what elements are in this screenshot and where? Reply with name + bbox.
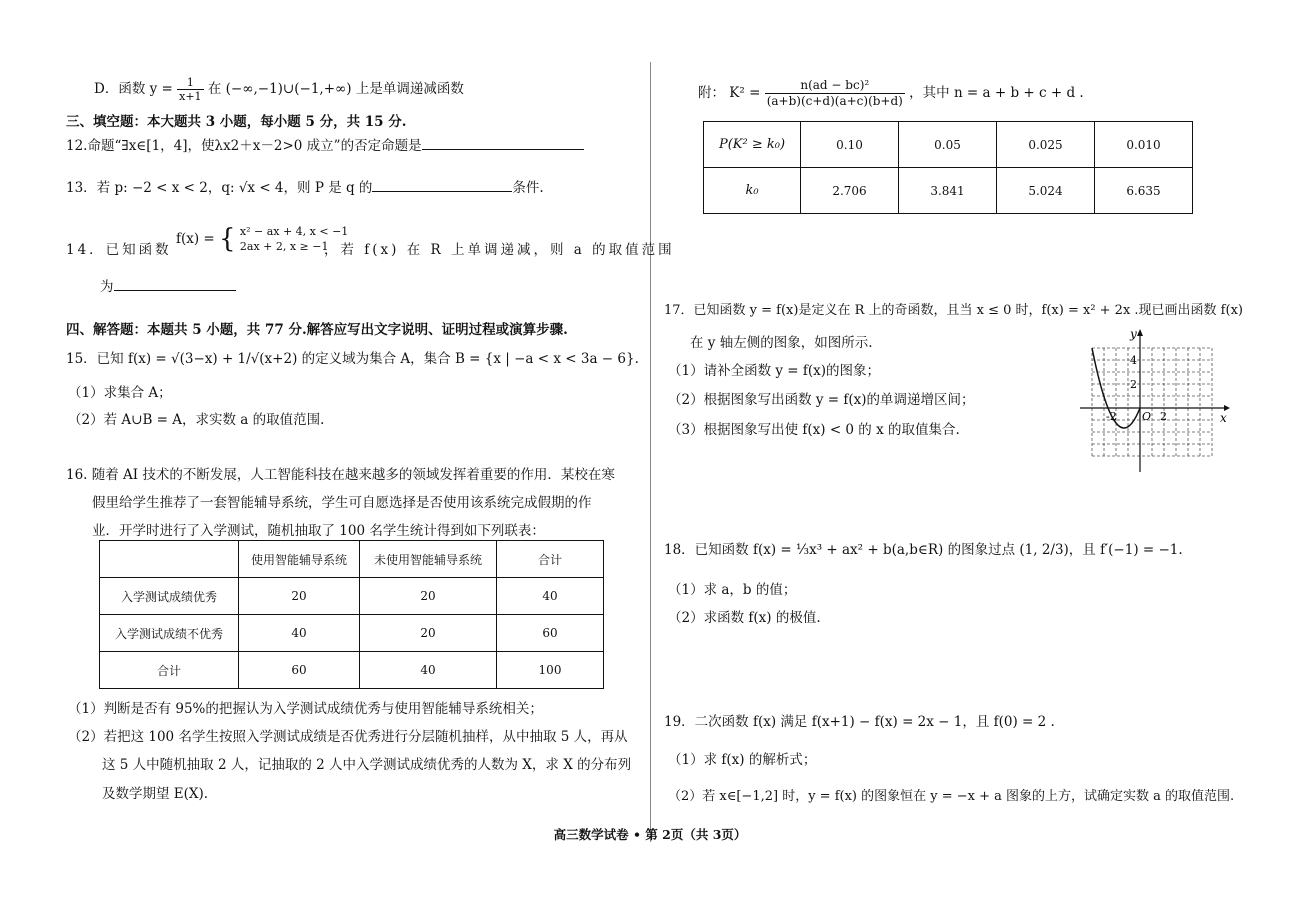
question-17-part-1: （1）请补全函数 y = f(x)的图象； xyxy=(668,363,881,379)
table-cell: 0.10 xyxy=(801,122,899,168)
x-axis-label: x xyxy=(1220,411,1227,425)
table-cell: 40 xyxy=(239,615,360,652)
piecewise-case-2: 2ax + 2, x ≥ −1 xyxy=(239,240,329,253)
answer-blank[interactable] xyxy=(422,135,584,150)
table-cell: 60 xyxy=(497,615,604,652)
question-15: 15．已知 f(x) = √(3−x) + 1/√(x+2) 的定义域为集合 A，集合 B = {x | −a < x < 3a − 6}. xyxy=(66,351,639,367)
table-cell: 入学测试成绩优秀 xyxy=(100,578,239,615)
question-18: 18．已知函数 f(x) = ⅓x³ + ax² + b(a,b∈R) 的图象过点 (1, 2/3)，且 f′(−1) = −1. xyxy=(664,542,1183,558)
question-12 xyxy=(66,134,584,154)
question-18-part-2: （2）求函数 f(x) 的极值. xyxy=(668,610,821,626)
question-16-part-2c: 及数学期望 E(X). xyxy=(102,786,209,802)
answer-blank[interactable] xyxy=(372,177,512,192)
question-16-part-1: （1）判断是否有 95%的把握认为入学测试成绩优秀与使用智能辅导系统相关； xyxy=(68,701,543,717)
table-row xyxy=(704,168,1193,214)
table-cell: 0.025 xyxy=(997,122,1095,168)
table-cell: 0.05 xyxy=(899,122,997,168)
y-axis-arrow xyxy=(1137,329,1143,336)
tick-label: -2 xyxy=(1106,410,1117,423)
answer-blank[interactable] xyxy=(114,276,236,291)
table-cell: 0.010 xyxy=(1095,122,1193,168)
table-cell: 20 xyxy=(360,615,497,652)
table-cell: 60 xyxy=(239,652,360,689)
table-row xyxy=(100,615,604,652)
table-cell xyxy=(100,541,239,578)
q11-option-d: D．函数 y = $\frac{1}{x+1}$ 在 (−∞,−1)∪(−1,+∞) 上是单调递减函数 xyxy=(94,76,464,103)
graph-grid xyxy=(1092,348,1212,456)
tick-label: 4 xyxy=(1130,354,1137,367)
table-cell: 20 xyxy=(360,578,497,615)
table-cell: 未使用智能辅导系统 xyxy=(360,541,497,578)
appendix-formula xyxy=(698,78,1084,109)
question-19: 19．二次函数 f(x) 满足 f(x+1) − f(x) = 2x − 1，且 f(0) = 2 . xyxy=(664,714,1055,730)
question-17-line1: 17．已知函数 y = f(x)是定义在 R 上的奇函数，且当 x ≤ 0 时，f(x) = x² + 2x .现已画出函数 f(x) xyxy=(664,303,1243,318)
question-16-part-2a: （2）若把这 100 名学生按照入学测试成绩是否优秀进行分层随机抽样，从中抽取 5 人，再从 xyxy=(68,729,628,745)
question-13 xyxy=(66,176,544,196)
question-15-part-1: （1）求集合 A； xyxy=(68,385,172,401)
table-row xyxy=(100,578,604,615)
question-17-line2: 在 y 轴左侧的图象，如图所示. xyxy=(690,335,873,351)
table-cell: 100 xyxy=(497,652,604,689)
question-12-text: 12.命题“∃x∈[1，4]，使λx2＋x－2>0 成立”的否定命题是 xyxy=(66,138,422,154)
section-4-heading: 四、解答题：本题共 5 小题，共 77 分.解答应写出文字说明、证明过程或演算步骤. xyxy=(66,322,568,338)
question-19-part-1: （1）求 f(x) 的解析式； xyxy=(668,752,817,768)
table-cell: 40 xyxy=(360,652,497,689)
appendix-label: 附： xyxy=(698,85,725,101)
fraction: $\frac{1}{x+1}$ xyxy=(179,76,202,103)
table-cell: 3.841 xyxy=(899,168,997,214)
piecewise-case-1: x² − ax + 4, x < −1 xyxy=(239,225,349,238)
table-cell: 20 xyxy=(239,578,360,615)
question-19-part-2: （2）若 x∈[−1,2] 时，y = f(x) 的图象恒在 y = −x + a 图象的上方，试确定实数 a 的取值范围. xyxy=(668,789,1235,804)
question-14-suffix: ，若 f(x) 在 R 上单调递减，则 a 的取值范围 xyxy=(324,242,675,258)
tick-label: 2 xyxy=(1130,378,1137,391)
formula-denominator: (a+b)(c+d)(a+c)(b+d) xyxy=(766,94,903,108)
y-axis-label: y xyxy=(1130,327,1137,341)
question-14-line2 xyxy=(100,275,236,295)
question-13-text: 13．若 p: −2 < x < 2，q: √x < 4，则 P 是 q 的 xyxy=(66,180,373,196)
table-cell: 合计 xyxy=(497,541,604,578)
question-14-prefix: 14．已知函数 xyxy=(66,242,172,258)
table-cell: k₀ xyxy=(704,168,801,214)
section-3-heading: 三、填空题：本大题共 3 小题，每小题 5 分，共 15 分. xyxy=(66,114,407,130)
brace: { xyxy=(219,224,236,254)
origin-label: O xyxy=(1142,410,1152,423)
table-cell: 6.635 xyxy=(1095,168,1193,214)
table-row xyxy=(704,122,1193,168)
function-graph xyxy=(1078,326,1230,476)
table-header-row xyxy=(100,541,604,578)
question-17-part-2: （2）根据图象写出函数 y = f(x)的单调递增区间； xyxy=(668,392,975,408)
question-15-part-2: （2）若 A∪B = A，求实数 a 的取值范围. xyxy=(68,412,325,428)
critical-value-table xyxy=(703,121,1193,214)
question-16-line2: 假里给学生推荐了一套智能辅导系统，学生可自愿选择是否使用该系统完成假期的作 xyxy=(92,495,592,511)
fraction xyxy=(765,78,905,109)
formula-lhs: K² = xyxy=(729,85,761,101)
question-13-tail: 条件. xyxy=(512,180,544,196)
page-footer: 高三数学试卷 • 第 2页（共 3页） xyxy=(553,827,747,842)
tick-label: 2 xyxy=(1160,410,1167,423)
question-18-part-1: （1）求 a，b 的值； xyxy=(668,582,797,598)
question-16-part-2b: 这 5 人中随机抽取 2 人，记抽取的 2 人中入学测试成绩优秀的人数为 X，求 X 的分布列 xyxy=(102,757,632,773)
formula-tail: ，其中 n = a + b + c + d . xyxy=(909,85,1084,101)
table-cell: 5.024 xyxy=(997,168,1095,214)
table-row xyxy=(100,652,604,689)
table-cell: P(K² ≥ k₀) xyxy=(704,122,801,168)
column-divider xyxy=(650,62,651,842)
table-cell: 合计 xyxy=(100,652,239,689)
question-14-line2-text: 为 xyxy=(100,279,114,295)
contingency-table xyxy=(99,540,604,689)
question-16-line1: 16. 随着 AI 技术的不断发展，人工智能科技在越来越多的领域发挥着重要的作用．某校在寒 xyxy=(66,467,615,483)
table-cell: 入学测试成绩不优秀 xyxy=(100,615,239,652)
question-16-line3: 业．开学时进行了入学测试，随机抽取了 100 名学生统计得到如下列联表： xyxy=(92,523,545,539)
table-cell: 40 xyxy=(497,578,604,615)
piecewise-lhs: f(x) = xyxy=(176,231,215,247)
table-cell: 2.706 xyxy=(801,168,899,214)
table-cell: 使用智能辅导系统 xyxy=(239,541,360,578)
piecewise-function xyxy=(176,224,348,254)
formula-numerator: n(ad − bc)² xyxy=(765,78,905,94)
question-17-part-3: （3）根据图象写出使 f(x) < 0 的 x 的取值集合. xyxy=(668,422,960,438)
